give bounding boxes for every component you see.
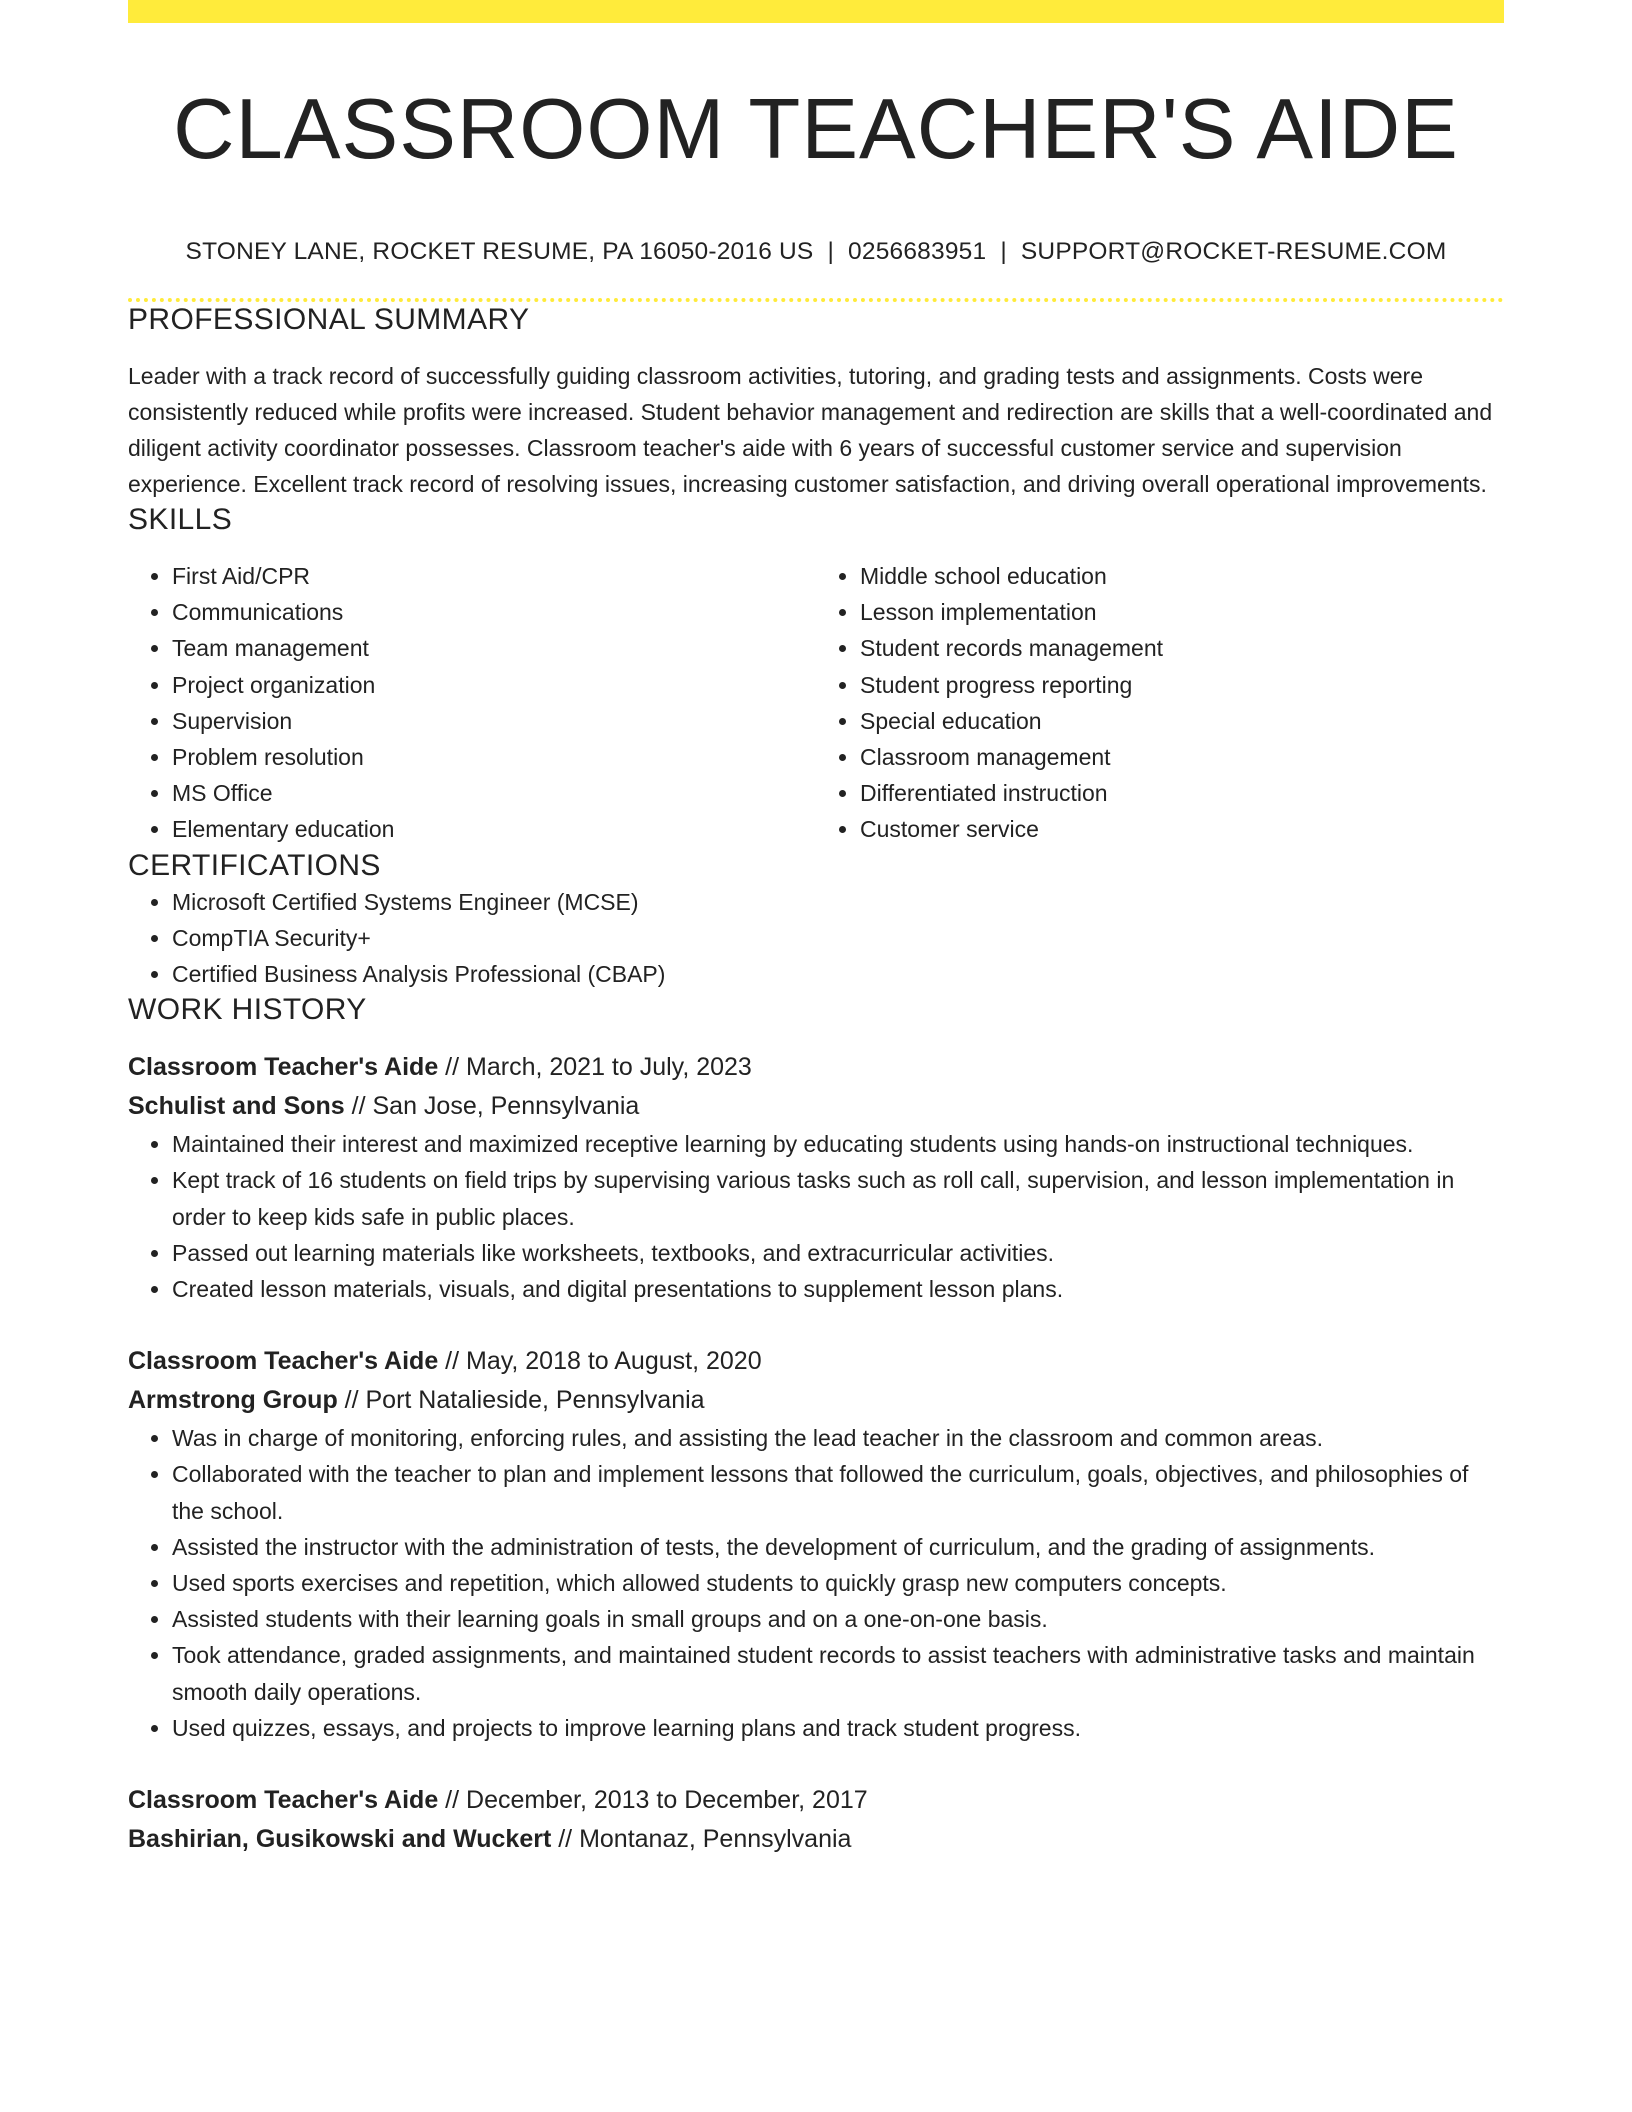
job-location: // San Jose, Pennsylvania (344, 1092, 640, 1121)
skill-item: • Supervision (172, 703, 816, 739)
certification-item: • Certified Business Analysis Professional (CBAP) (172, 956, 1504, 992)
job-company-line (128, 1381, 1504, 1420)
job-duty: • Created lesson materials, visuals, and digital presentations to supplement lesson plans. (172, 1271, 1504, 1307)
job-dates: // December, 2013 to December, 2017 (438, 1786, 868, 1815)
job-dates: // May, 2018 to August, 2020 (438, 1347, 762, 1376)
job-company-line (128, 1087, 1504, 1126)
skill-item: • Customer service (860, 811, 1504, 847)
job-duty: • Kept track of 16 students on field trips by supervising various tasks such as roll call, supervision, and lesson implementation in order to keep kids safe in public places. (172, 1162, 1504, 1234)
job-title-line (128, 1781, 1504, 1820)
skill-item: • Student progress reporting (860, 667, 1504, 703)
skill-item: • Special education (860, 703, 1504, 739)
skill-item: • Lesson implementation (860, 594, 1504, 630)
contact-separator: | (827, 238, 835, 265)
job-duties-list (128, 1420, 1504, 1746)
job-duty: • Assisted the instructor with the administration of tests, the development of curriculum, and the grading of assignments. (172, 1529, 1504, 1565)
summary-heading: PROFESSIONAL SUMMARY (128, 303, 530, 336)
skill-item: • Problem resolution (172, 739, 816, 775)
contact-separator: | (1000, 238, 1007, 265)
certifications-heading: CERTIFICATIONS (128, 848, 381, 882)
certification-item: • CompTIA Security+ (172, 920, 1504, 956)
job-entry (128, 1048, 1504, 1307)
job-entry (128, 1342, 1504, 1746)
work-history-heading: WORK HISTORY (128, 993, 367, 1027)
skill-item: • MS Office (172, 775, 816, 811)
job-company-line (128, 1820, 1504, 1859)
job-location: // Port Natalieside, Pennsylvania (337, 1386, 705, 1415)
job-company: Bashirian, Gusikowski and Wuckert (128, 1825, 552, 1854)
resume-title: CLASSROOM TEACHER'S AIDE (173, 82, 1459, 177)
job-duty: • Maintained their interest and maximized receptive learning by educating students using hands-on instructional techniques. (172, 1126, 1504, 1162)
skill-item: • Elementary education (172, 811, 816, 847)
skill-item: • Communications (172, 594, 816, 630)
job-location: // Montanaz, Pennsylvania (551, 1825, 852, 1854)
resume-page (128, 0, 1504, 1859)
job-duty: • Used quizzes, essays, and projects to improve learning plans and track student progress. (172, 1710, 1504, 1746)
job-duty: • Collaborated with the teacher to plan and implement lessons that followed the curriculum, goals, objectives, and philosophies of the school. (172, 1456, 1504, 1528)
job-title-line (128, 1048, 1504, 1087)
skills-list-left (128, 558, 816, 848)
skill-item: • Team management (172, 630, 816, 666)
job-duty: • Assisted students with their learning goals in small groups and on a one-on-one basis. (172, 1601, 1504, 1637)
contact-address: STONEY LANE, ROCKET RESUME, PA 16050-2016 US (185, 238, 814, 265)
skills-columns (128, 558, 1504, 848)
skill-item: • Middle school education (860, 558, 1504, 594)
job-duties-list (128, 1126, 1504, 1307)
contact-line (128, 238, 1504, 266)
job-duty: • Was in charge of monitoring, enforcing rules, and assisting the lead teacher in the classroom and common areas. (172, 1420, 1504, 1456)
job-company: Armstrong Group (128, 1386, 338, 1415)
contact-email: SUPPORT@ROCKET-RESUME.COM (1020, 238, 1447, 265)
job-title: Classroom Teacher's Aide (128, 1053, 439, 1082)
job-dates: // March, 2021 to July, 2023 (438, 1053, 752, 1082)
job-duty: • Took attendance, graded assignments, and maintained student records to assist teachers with administrative tasks and maintain smooth daily operations. (172, 1637, 1504, 1709)
skills-heading: SKILLS (128, 503, 233, 536)
skill-item: • Differentiated instruction (860, 775, 1504, 811)
skill-item: • First Aid/CPR (172, 558, 816, 594)
certifications-list (128, 884, 1504, 993)
job-duty: • Passed out learning materials like worksheets, textbooks, and extracurricular activities. (172, 1235, 1504, 1271)
job-duty: • Used sports exercises and repetition, which allowed students to quickly grasp new computers concepts. (172, 1565, 1504, 1601)
skill-item: • Student records management (860, 630, 1504, 666)
skills-list-right (816, 558, 1504, 848)
job-title: Classroom Teacher's Aide (128, 1786, 439, 1815)
skill-item: • Project organization (172, 667, 816, 703)
summary-text: Leader with a track record of successfully guiding classroom activities, tutoring, and grading tests and assignments. Costs were consistently reduced while profits were increased. Student behavior management and redirection are skills that a well-coordinated and diligent activity coordinator possesses. Classroom teacher's aide with 6 years of successful customer service and supervision experience. Excellent track record of resolving issues, increasing customer satisfaction, and driving overall operational improvements. (128, 363, 1493, 497)
job-entry (128, 1781, 1504, 1859)
job-company: Schulist and Sons (128, 1092, 345, 1121)
job-title: Classroom Teacher's Aide (128, 1347, 439, 1376)
skill-item: • Classroom management (860, 739, 1504, 775)
certification-item: • Microsoft Certified Systems Engineer (MCSE) (172, 884, 1504, 920)
job-title-line (128, 1342, 1504, 1381)
accent-top-bar (128, 0, 1504, 23)
contact-phone: 0256683951 (848, 238, 987, 265)
